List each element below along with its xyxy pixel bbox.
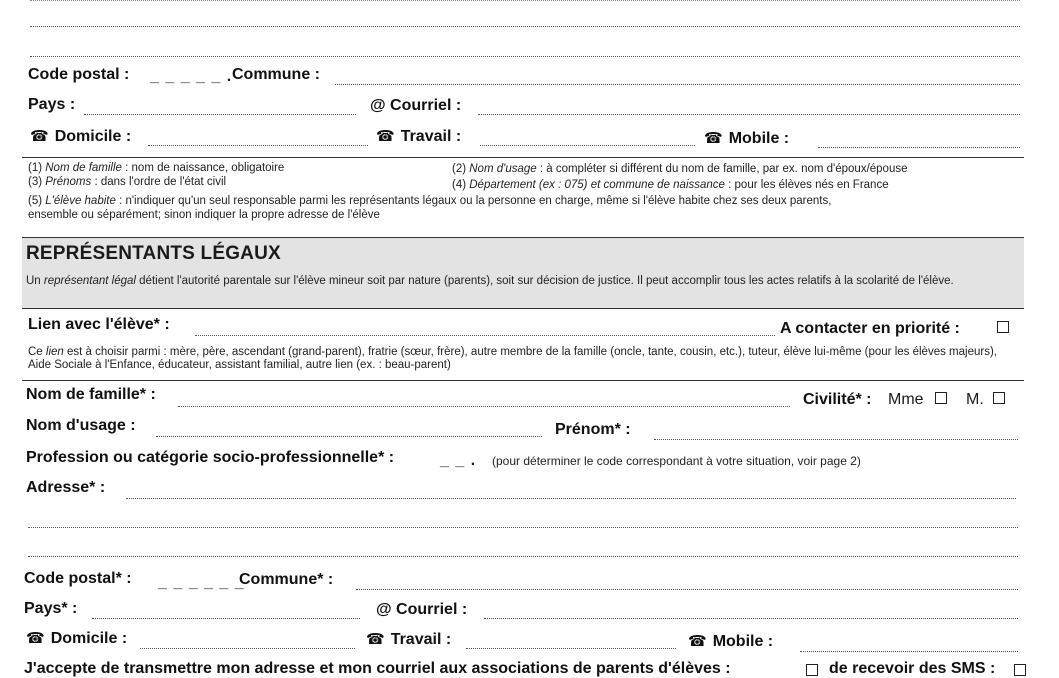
rep-commune-label: Commune* : bbox=[239, 571, 334, 588]
lien-field[interactable] bbox=[195, 335, 775, 336]
student-code-postal-label: Code postal : bbox=[28, 66, 130, 83]
footnote-1: (1) Nom de famille : nom de naissance, obligatoire bbox=[28, 162, 285, 174]
footnote-5: (5) L'élève habite : n'indiquer qu'un seul responsable parmi les représentants légaux ou la personne en charge, même si l'élève habite chez ses deux parents, bbox=[28, 195, 832, 207]
student-travail-label: ☎ Travail : bbox=[376, 128, 462, 145]
rep-adresse-line-2[interactable] bbox=[28, 527, 1018, 528]
student-domicile-label: ☎ Domicile : bbox=[30, 128, 132, 145]
divider bbox=[22, 380, 1024, 381]
phone-icon: ☎ bbox=[26, 630, 45, 647]
footnote-3: (3) Prénoms : dans l'ordre de l'état civil bbox=[28, 176, 227, 188]
rep-travail-label: ☎ Travail : bbox=[366, 631, 452, 648]
student-courriel-field[interactable] bbox=[478, 114, 1020, 115]
student-mobile-label: ☎ Mobile : bbox=[704, 130, 790, 147]
rep-sms-checkbox[interactable] bbox=[1014, 664, 1026, 676]
rep-nom-famille-label: Nom de famille* : bbox=[26, 386, 156, 403]
phone-icon: ☎ bbox=[30, 128, 49, 145]
rep-domicile-label: ☎ Domicile : bbox=[26, 630, 128, 647]
footnote-5-cont: ensemble ou séparément; sinon indiquer la propre adresse de l'élève bbox=[28, 209, 380, 221]
phone-icon: ☎ bbox=[366, 631, 385, 648]
student-pays-field[interactable] bbox=[84, 114, 356, 115]
student-commune-label: Commune : bbox=[232, 66, 320, 83]
section-header-representants bbox=[22, 237, 1024, 309]
rep-courriel-label: @ Courriel : bbox=[376, 601, 468, 618]
footnote-4: (4) Département (ex : 075) et commune de naissance : pour les élèves nés en France bbox=[452, 179, 889, 191]
address-line-top-1[interactable] bbox=[30, 26, 1020, 27]
student-travail-field[interactable] bbox=[480, 145, 695, 146]
rep-profession-field[interactable]: _ _ . bbox=[440, 452, 477, 469]
rep-civilite-label: Civilité* : bbox=[803, 391, 872, 408]
divider bbox=[22, 157, 1024, 158]
student-domicile-field[interactable] bbox=[148, 145, 368, 146]
rep-nom-famille-field[interactable] bbox=[178, 406, 790, 407]
phone-icon: ☎ bbox=[376, 128, 395, 145]
rep-code-postal-label: Code postal* : bbox=[24, 570, 132, 587]
phone-icon: ☎ bbox=[688, 633, 707, 650]
address-line-top-0[interactable] bbox=[30, 0, 1020, 1]
student-code-postal-field[interactable]: _ _ _ _ _ . bbox=[150, 68, 233, 85]
rep-mobile-field[interactable] bbox=[800, 651, 1018, 652]
section-title: REPRÉSENTANTS LÉGAUX bbox=[26, 243, 281, 264]
rep-courriel-field[interactable] bbox=[484, 618, 1018, 619]
rep-prenom-label: Prénom* : bbox=[555, 421, 631, 438]
rep-accept-assoc-checkbox[interactable] bbox=[806, 664, 818, 676]
rep-profession-note: (pour déterminer le code correspondant à votre situation, voir page 2) bbox=[492, 454, 861, 468]
rep-adresse-line-1[interactable] bbox=[126, 498, 1016, 499]
rep-travail-field[interactable] bbox=[466, 648, 676, 649]
lien-label: Lien avec l'élève* : bbox=[28, 316, 170, 333]
rep-pays-field[interactable] bbox=[92, 618, 360, 619]
rep-nom-usage-label: Nom d'usage : bbox=[26, 417, 136, 434]
rep-commune-field[interactable] bbox=[356, 589, 1018, 590]
student-commune-field[interactable] bbox=[335, 84, 1020, 85]
rep-m-label: M. bbox=[966, 391, 984, 408]
rep-prenom-field[interactable] bbox=[654, 439, 1018, 440]
footnote-2: (2) Nom d'usage : à compléter si différent du nom de famille, par ex. nom d'époux/épouse bbox=[452, 163, 908, 175]
student-mobile-field[interactable] bbox=[818, 147, 1020, 148]
student-courriel-label: @ Courriel : bbox=[370, 97, 462, 114]
rep-mme-label: Mme bbox=[888, 391, 924, 408]
rep-code-postal-field[interactable]: _ _ _ _ _ _ bbox=[158, 574, 245, 591]
rep-pays-label: Pays* : bbox=[24, 600, 78, 617]
rep-sms-label: de recevoir des SMS : bbox=[829, 660, 996, 677]
address-line-top-2[interactable] bbox=[30, 56, 1020, 57]
lien-help: Ce lien est à choisir parmi : mère, père, ascendant (grand-parent), fratrie (sœur, frère), autre membre de la famille (oncle, tante, cousin, etc.), tuteur, élève lui-même (pour les élèves majeurs), Aide Sociale à l'Enfance, éducateur, assistant familial, autre lien (ex. : beau-parent) bbox=[28, 346, 997, 371]
rep-mme-checkbox[interactable] bbox=[935, 392, 947, 404]
rep-accept-label: J'accepte de transmettre mon adresse et mon courriel aux associations de parents d'élèves : bbox=[24, 660, 731, 677]
priorite-label: A contacter en priorité : bbox=[780, 320, 960, 337]
rep-domicile-field[interactable] bbox=[140, 648, 355, 649]
rep-m-checkbox[interactable] bbox=[993, 392, 1005, 404]
rep-mobile-label: ☎ Mobile : bbox=[688, 633, 774, 650]
phone-icon: ☎ bbox=[704, 130, 723, 147]
rep-adresse-line-3[interactable] bbox=[28, 556, 1018, 557]
student-pays-label: Pays : bbox=[28, 96, 76, 113]
rep-adresse-label: Adresse* : bbox=[26, 479, 106, 496]
section-description: Un représentant légal détient l'autorité parentale sur l'élève mineur soit par nature (parents), soit sur décision de justice. Il peut accomplir tous les actes relatifs à la scolarité de l'élève. bbox=[26, 275, 954, 287]
priorite-checkbox[interactable] bbox=[997, 321, 1009, 333]
rep-profession-label: Profession ou catégorie socio-professionnelle* : bbox=[26, 449, 395, 466]
rep-nom-usage-field[interactable] bbox=[156, 436, 542, 437]
